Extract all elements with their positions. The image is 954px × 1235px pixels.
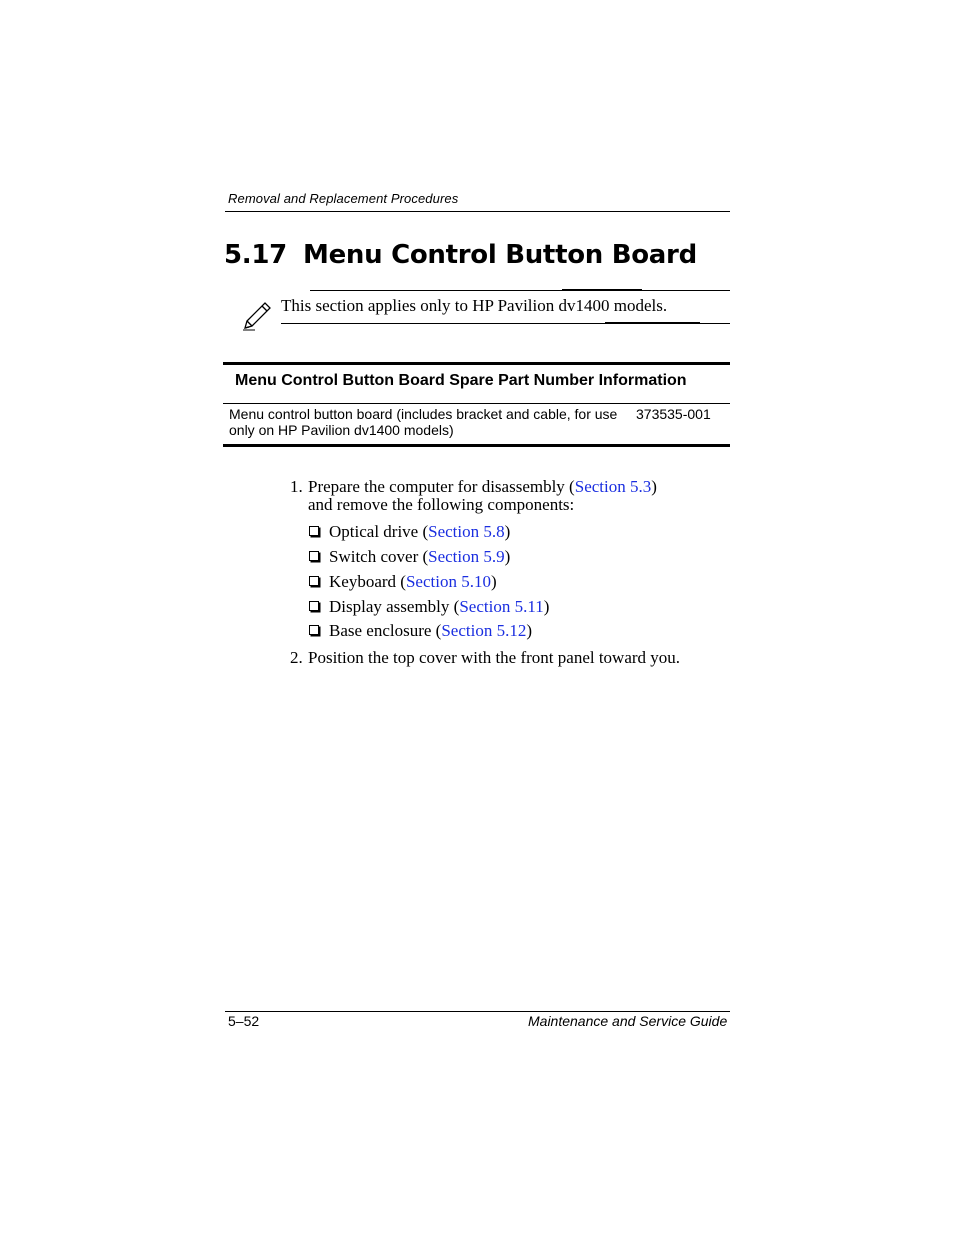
section-link[interactable]: Section 5.9 bbox=[428, 547, 505, 566]
component-item: Display assembly (Section 5.11) bbox=[309, 597, 549, 617]
checkbox-bullet-icon bbox=[309, 551, 319, 561]
section-link[interactable]: Section 5.8 bbox=[428, 522, 505, 541]
section-heading bbox=[224, 240, 697, 270]
guide-title: Maintenance and Service Guide bbox=[528, 1013, 728, 1029]
table-header-rule bbox=[223, 403, 730, 404]
section-title: Menu Control Button Board bbox=[303, 240, 697, 270]
running-header: Removal and Replacement Procedures bbox=[228, 191, 459, 206]
table-bottom-rule bbox=[223, 444, 730, 447]
checkbox-bullet-icon bbox=[309, 526, 319, 536]
step-number: 2. bbox=[290, 648, 303, 667]
note-top-rule-accent bbox=[562, 289, 642, 291]
section-link[interactable]: Section 5.12 bbox=[441, 621, 527, 640]
component-item: Base enclosure (Section 5.12) bbox=[309, 621, 532, 641]
note-bottom-rule-accent bbox=[605, 322, 700, 324]
spare-table-title: Menu Control Button Board Spare Part Number Information bbox=[235, 372, 687, 389]
section-link[interactable]: Section 5.11 bbox=[459, 597, 544, 616]
note-text: This section applies only to HP Pavilion dv1400 models. bbox=[281, 296, 668, 315]
section-link[interactable]: Section 5.3 bbox=[574, 477, 652, 496]
component-item: Optical drive (Section 5.8) bbox=[309, 522, 510, 542]
step-text-line2: and remove the following components: bbox=[308, 495, 575, 514]
step-text: Position the top cover with the front panel toward you. bbox=[308, 648, 681, 667]
checkbox-bullet-icon bbox=[309, 601, 319, 611]
spare-part-number: 373535-001 bbox=[636, 406, 711, 422]
checkbox-bullet-icon bbox=[309, 625, 319, 635]
note-top-rule bbox=[310, 290, 730, 291]
component-item: Keyboard (Section 5.10) bbox=[309, 572, 497, 592]
section-number: 5.17 bbox=[224, 240, 287, 270]
spare-part-description: Menu control button board (includes bracket and cable, for use only on HP Pavilion dv1400 models) bbox=[229, 406, 618, 438]
table-top-rule bbox=[223, 362, 730, 365]
checkbox-bullet-icon bbox=[309, 576, 319, 586]
pencil-note-icon bbox=[241, 298, 273, 332]
step-text: Prepare the computer for disassembly (Section 5.3) bbox=[308, 477, 657, 496]
header-rule bbox=[225, 211, 730, 212]
footer-rule bbox=[225, 1011, 730, 1012]
step-number: 1. bbox=[290, 477, 303, 496]
component-item: Switch cover (Section 5.9) bbox=[309, 547, 510, 567]
section-link[interactable]: Section 5.10 bbox=[405, 572, 491, 591]
page-number: 5–52 bbox=[228, 1013, 260, 1029]
